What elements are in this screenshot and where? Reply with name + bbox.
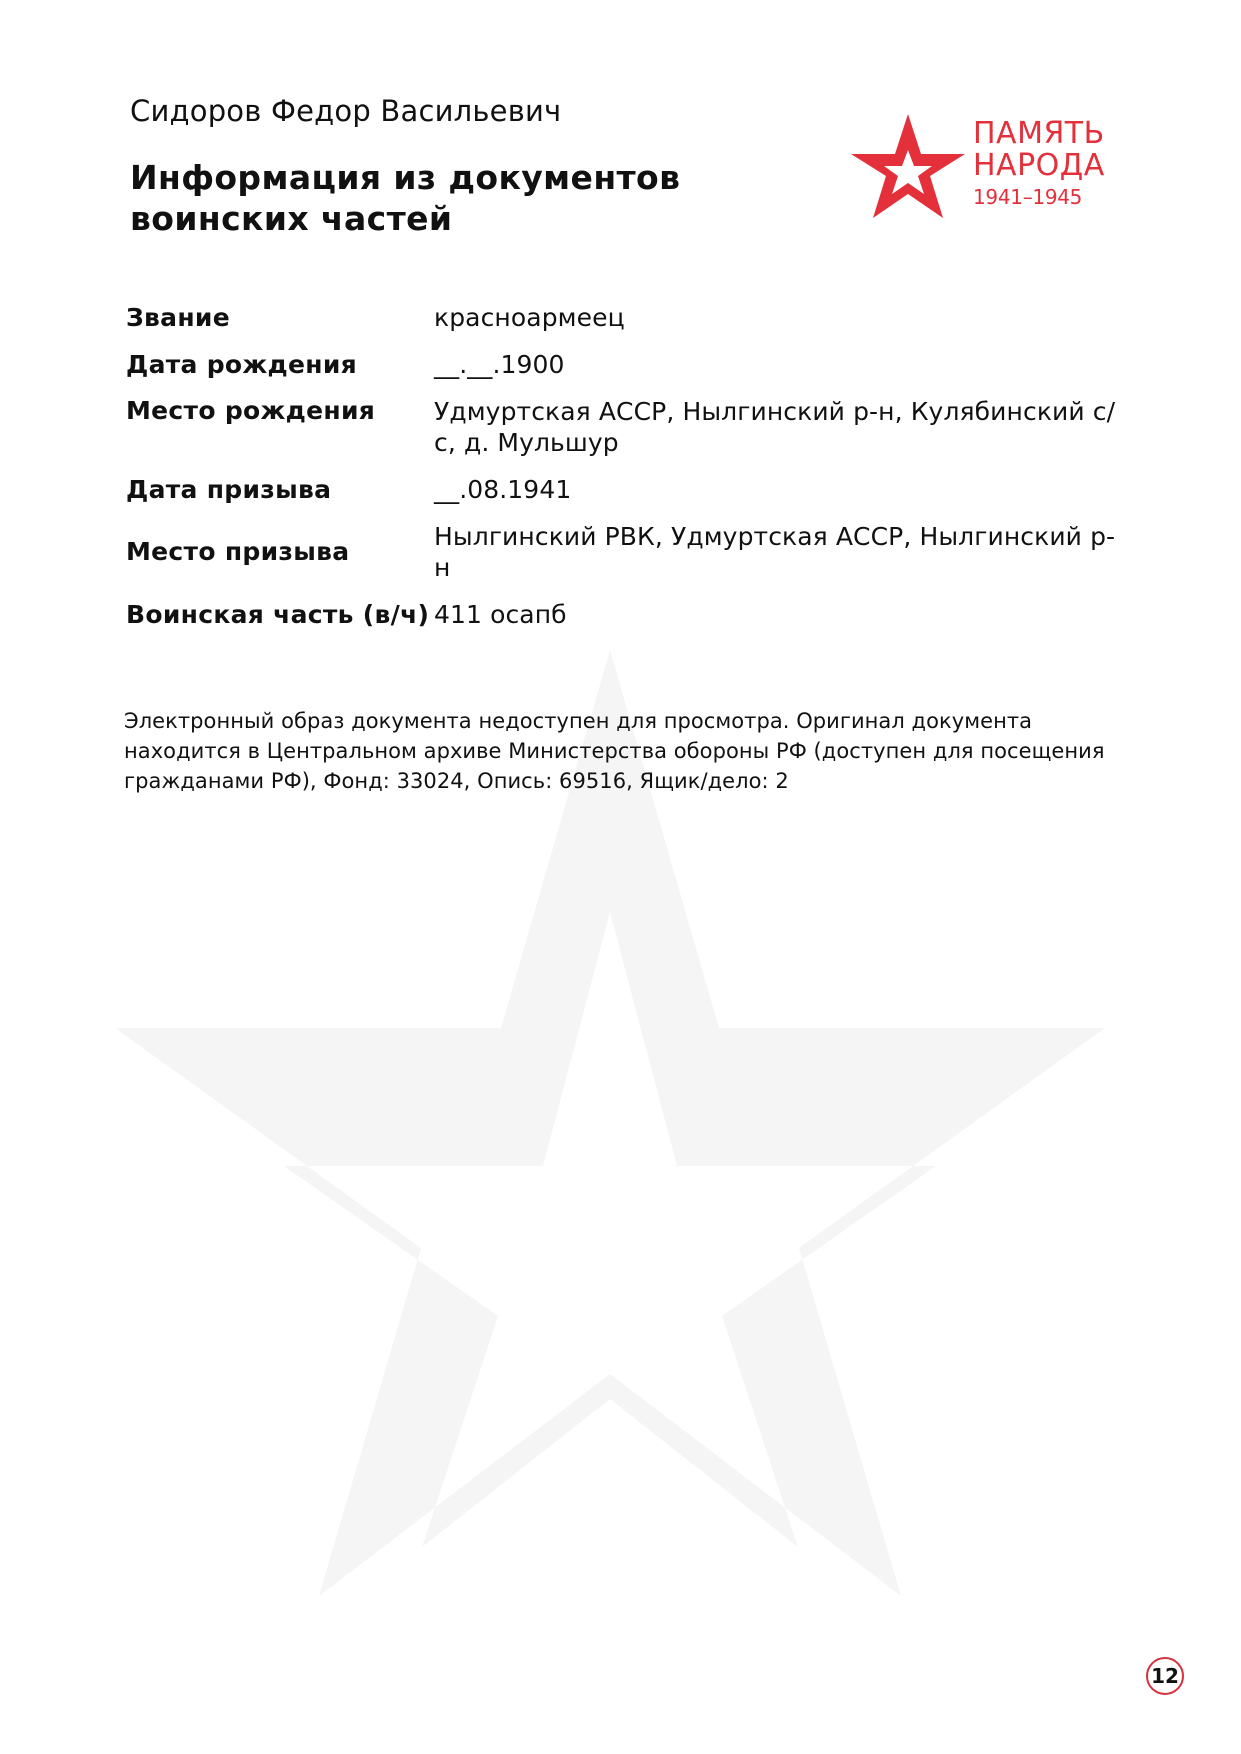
page-title: Информация из документов воинских частей — [130, 158, 681, 238]
pamyat-naroda-logo — [848, 112, 1128, 224]
archive-note: Электронный образ документа недоступен для просмотра. Оригинал документа находится в Центральном архиве Министерства обороны РФ (доступен для посещения гражданами РФ), Фонд: 33024, Опись: 69516, Ящик/дело: 2 — [124, 709, 1105, 793]
field-label: Воинская часть (в/ч) — [126, 599, 430, 629]
field-row-draft-date — [126, 474, 1126, 505]
field-row-rank — [126, 302, 1126, 333]
info-fields — [126, 302, 1126, 646]
logo-text — [973, 118, 1105, 210]
field-value: красноармеец — [434, 303, 625, 332]
red-star-icon — [848, 112, 968, 220]
field-row-birth-place — [126, 396, 1126, 458]
field-value: 411 осапб — [434, 600, 567, 629]
field-row-birth-date — [126, 349, 1126, 380]
field-label: Место призыва — [126, 537, 350, 566]
field-label: Дата рождения — [126, 349, 358, 379]
field-label: Звание — [126, 302, 230, 332]
field-row-draft-place — [126, 521, 1126, 583]
logo-line-2: НАРОДА — [973, 148, 1105, 183]
logo-years: 1941–1945 — [973, 185, 1083, 209]
field-label: Место рождения — [126, 396, 376, 425]
logo-line-1: ПАМЯТЬ — [973, 116, 1105, 151]
page-number: 12 — [1146, 1657, 1184, 1695]
field-row-military-unit — [126, 599, 1126, 630]
field-value: __.08.1941 — [434, 475, 572, 504]
person-name: Сидоров Федор Васильевич — [130, 94, 562, 128]
field-value: Нылгинский РВК, Удмуртская АССР, Нылгинский р-н — [434, 522, 1116, 582]
field-value: __.__.1900 — [434, 350, 565, 379]
field-label: Дата призыва — [126, 474, 332, 504]
field-value: Удмуртская АССР, Нылгинский р-н, Кулябинский с/с, д. Мульшур — [434, 397, 1116, 457]
